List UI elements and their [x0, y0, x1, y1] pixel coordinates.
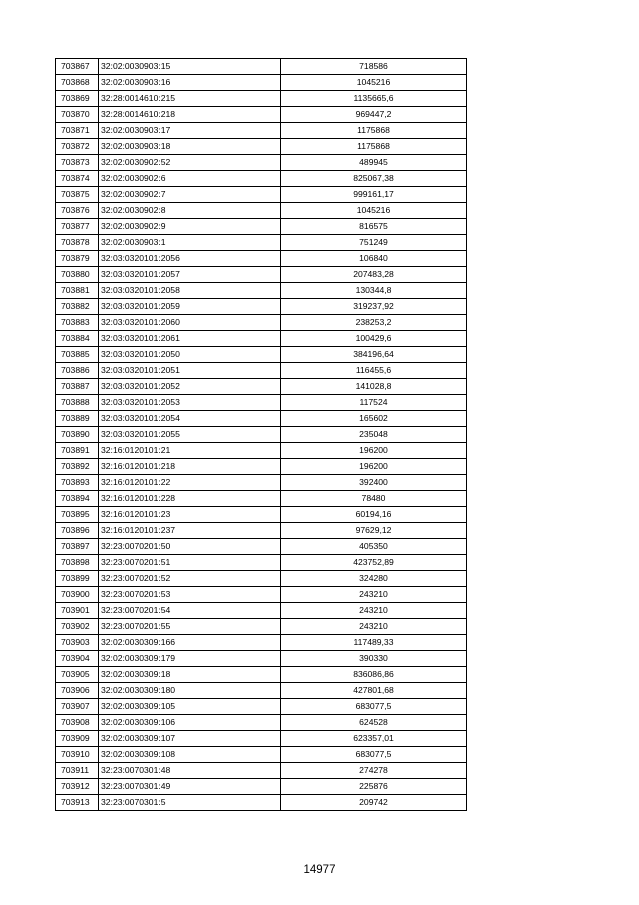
table-row — [56, 619, 467, 635]
value-cell: 751249 — [281, 235, 467, 251]
table-row — [56, 75, 467, 91]
value-cell: 60194,16 — [281, 507, 467, 523]
row-number-cell: 703868 — [56, 75, 99, 91]
value-cell: 78480 — [281, 491, 467, 507]
row-number-cell: 703879 — [56, 251, 99, 267]
cadastral-number-cell: 32:02:0030902:7 — [99, 187, 281, 203]
cadastral-number-cell: 32:03:0320101:2055 — [99, 427, 281, 443]
table-row — [56, 699, 467, 715]
row-number-cell: 703889 — [56, 411, 99, 427]
table-row — [56, 187, 467, 203]
value-cell: 209742 — [281, 795, 467, 811]
row-number-cell: 703875 — [56, 187, 99, 203]
cadastral-number-cell: 32:03:0320101:2050 — [99, 347, 281, 363]
cadastral-number-cell: 32:03:0320101:2052 — [99, 379, 281, 395]
cadastral-number-cell: 32:23:0070201:55 — [99, 619, 281, 635]
row-number-cell: 703871 — [56, 123, 99, 139]
table-row — [56, 219, 467, 235]
row-number-cell: 703872 — [56, 139, 99, 155]
table-row — [56, 123, 467, 139]
value-cell: 225876 — [281, 779, 467, 795]
table-row — [56, 731, 467, 747]
table-row — [56, 331, 467, 347]
value-cell: 130344,8 — [281, 283, 467, 299]
row-number-cell: 703870 — [56, 107, 99, 123]
value-cell: 1045216 — [281, 203, 467, 219]
table-row — [56, 155, 467, 171]
cadastral-number-cell: 32:02:0030902:6 — [99, 171, 281, 187]
value-cell: 836086,86 — [281, 667, 467, 683]
row-number-cell: 703873 — [56, 155, 99, 171]
row-number-cell: 703896 — [56, 523, 99, 539]
cadastral-number-cell: 32:03:0320101:2059 — [99, 299, 281, 315]
cadastral-number-cell: 32:02:0030903:15 — [99, 59, 281, 75]
table-body — [56, 59, 467, 811]
row-number-cell: 703869 — [56, 91, 99, 107]
value-cell: 243210 — [281, 603, 467, 619]
table-row — [56, 475, 467, 491]
row-number-cell: 703882 — [56, 299, 99, 315]
value-cell: 392400 — [281, 475, 467, 491]
value-cell: 117524 — [281, 395, 467, 411]
value-cell: 238253,2 — [281, 315, 467, 331]
cadastral-number-cell: 32:02:0030309:106 — [99, 715, 281, 731]
row-number-cell: 703906 — [56, 683, 99, 699]
cadastral-number-cell: 32:02:0030903:1 — [99, 235, 281, 251]
row-number-cell: 703893 — [56, 475, 99, 491]
value-cell: 243210 — [281, 587, 467, 603]
cadastral-number-cell: 32:02:0030903:16 — [99, 75, 281, 91]
cadastral-number-cell: 32:02:0030902:9 — [99, 219, 281, 235]
value-cell: 116455,6 — [281, 363, 467, 379]
cadastral-number-cell: 32:23:0070301:5 — [99, 795, 281, 811]
value-cell: 165602 — [281, 411, 467, 427]
cadastral-number-cell: 32:16:0120101:23 — [99, 507, 281, 523]
table-row — [56, 411, 467, 427]
row-number-cell: 703892 — [56, 459, 99, 475]
value-cell: 718586 — [281, 59, 467, 75]
cadastral-number-cell: 32:02:0030309:107 — [99, 731, 281, 747]
cadastral-number-cell: 32:23:0070301:48 — [99, 763, 281, 779]
table-row — [56, 795, 467, 811]
cadastral-number-cell: 32:03:0320101:2056 — [99, 251, 281, 267]
value-cell: 235048 — [281, 427, 467, 443]
value-cell: 1175868 — [281, 123, 467, 139]
row-number-cell: 703909 — [56, 731, 99, 747]
table-row — [56, 683, 467, 699]
row-number-cell: 703904 — [56, 651, 99, 667]
cadastral-number-cell: 32:23:0070301:49 — [99, 779, 281, 795]
cadastral-number-cell: 32:03:0320101:2054 — [99, 411, 281, 427]
table-row — [56, 203, 467, 219]
table-row — [56, 459, 467, 475]
value-cell: 141028,8 — [281, 379, 467, 395]
row-number-cell: 703903 — [56, 635, 99, 651]
row-number-cell: 703894 — [56, 491, 99, 507]
value-cell: 683077,5 — [281, 747, 467, 763]
cadastral-number-cell: 32:16:0120101:22 — [99, 475, 281, 491]
cadastral-number-cell: 32:02:0030309:108 — [99, 747, 281, 763]
row-number-cell: 703883 — [56, 315, 99, 331]
value-cell: 816575 — [281, 219, 467, 235]
value-cell: 106840 — [281, 251, 467, 267]
cadastral-number-cell: 32:16:0120101:21 — [99, 443, 281, 459]
table-row — [56, 635, 467, 651]
table-row — [56, 763, 467, 779]
table-row — [56, 91, 467, 107]
row-number-cell: 703895 — [56, 507, 99, 523]
row-number-cell: 703881 — [56, 283, 99, 299]
cadastral-number-cell: 32:28:0014610:218 — [99, 107, 281, 123]
cadastral-number-cell: 32:23:0070201:51 — [99, 555, 281, 571]
table-row — [56, 507, 467, 523]
row-number-cell: 703878 — [56, 235, 99, 251]
row-number-cell: 703913 — [56, 795, 99, 811]
cadastral-number-cell: 32:02:0030309:105 — [99, 699, 281, 715]
cadastral-number-cell: 32:16:0120101:218 — [99, 459, 281, 475]
value-cell: 117489,33 — [281, 635, 467, 651]
value-cell: 196200 — [281, 443, 467, 459]
table-row — [56, 395, 467, 411]
cadastral-number-cell: 32:02:0030309:166 — [99, 635, 281, 651]
value-cell: 384196,64 — [281, 347, 467, 363]
value-cell: 207483,28 — [281, 267, 467, 283]
row-number-cell: 703898 — [56, 555, 99, 571]
row-number-cell: 703867 — [56, 59, 99, 75]
table-row — [56, 347, 467, 363]
value-cell: 1045216 — [281, 75, 467, 91]
value-cell: 243210 — [281, 619, 467, 635]
cadastral-number-cell: 32:03:0320101:2051 — [99, 363, 281, 379]
table-row — [56, 715, 467, 731]
cadastral-number-cell: 32:23:0070201:52 — [99, 571, 281, 587]
cadastral-number-cell: 32:23:0070201:53 — [99, 587, 281, 603]
row-number-cell: 703876 — [56, 203, 99, 219]
cadastral-number-cell: 32:28:0014610:215 — [99, 91, 281, 107]
table-row — [56, 267, 467, 283]
cadastral-number-cell: 32:02:0030903:18 — [99, 139, 281, 155]
cadastral-number-cell: 32:02:0030902:8 — [99, 203, 281, 219]
row-number-cell: 703905 — [56, 667, 99, 683]
table-row — [56, 779, 467, 795]
table-row — [56, 107, 467, 123]
table-row — [56, 139, 467, 155]
table-row — [56, 443, 467, 459]
value-cell: 196200 — [281, 459, 467, 475]
value-cell: 100429,6 — [281, 331, 467, 347]
cadastral-number-cell: 32:03:0320101:2058 — [99, 283, 281, 299]
value-cell: 405350 — [281, 539, 467, 555]
cadastral-number-cell: 32:16:0120101:228 — [99, 491, 281, 507]
cadastral-number-cell: 32:02:0030309:180 — [99, 683, 281, 699]
value-cell: 624528 — [281, 715, 467, 731]
page-number: 14977 — [303, 864, 336, 876]
value-cell: 489945 — [281, 155, 467, 171]
row-number-cell: 703907 — [56, 699, 99, 715]
row-number-cell: 703900 — [56, 587, 99, 603]
table-row — [56, 571, 467, 587]
table-row — [56, 747, 467, 763]
table-row — [56, 539, 467, 555]
value-cell: 969447,2 — [281, 107, 467, 123]
row-number-cell: 703899 — [56, 571, 99, 587]
table-row — [56, 379, 467, 395]
row-number-cell: 703908 — [56, 715, 99, 731]
table-row — [56, 651, 467, 667]
cadastral-number-cell: 32:02:0030903:17 — [99, 123, 281, 139]
row-number-cell: 703902 — [56, 619, 99, 635]
row-number-cell: 703912 — [56, 779, 99, 795]
row-number-cell: 703888 — [56, 395, 99, 411]
row-number-cell: 703911 — [56, 763, 99, 779]
value-cell: 999161,17 — [281, 187, 467, 203]
value-cell: 1135665,6 — [281, 91, 467, 107]
row-number-cell: 703891 — [56, 443, 99, 459]
row-number-cell: 703877 — [56, 219, 99, 235]
cadastral-number-cell: 32:02:0030309:179 — [99, 651, 281, 667]
value-cell: 423752,89 — [281, 555, 467, 571]
table-row — [56, 555, 467, 571]
value-cell: 427801,68 — [281, 683, 467, 699]
table-row — [56, 251, 467, 267]
value-cell: 825067,38 — [281, 171, 467, 187]
table-row — [56, 523, 467, 539]
table-row — [56, 667, 467, 683]
table-row — [56, 427, 467, 443]
table-row — [56, 587, 467, 603]
cadastral-number-cell: 32:03:0320101:2053 — [99, 395, 281, 411]
cadastral-number-cell: 32:02:0030309:18 — [99, 667, 281, 683]
table-row — [56, 59, 467, 75]
value-cell: 623357,01 — [281, 731, 467, 747]
row-number-cell: 703887 — [56, 379, 99, 395]
row-number-cell: 703901 — [56, 603, 99, 619]
value-cell: 683077,5 — [281, 699, 467, 715]
table-row — [56, 603, 467, 619]
table-row — [56, 491, 467, 507]
cadastral-number-cell: 32:16:0120101:237 — [99, 523, 281, 539]
row-number-cell: 703880 — [56, 267, 99, 283]
value-cell: 390330 — [281, 651, 467, 667]
cadastral-number-cell: 32:03:0320101:2061 — [99, 331, 281, 347]
value-cell: 97629,12 — [281, 523, 467, 539]
table-row — [56, 235, 467, 251]
table-row — [56, 171, 467, 187]
cadastral-number-cell: 32:03:0320101:2057 — [99, 267, 281, 283]
cadastral-number-cell: 32:02:0030902:52 — [99, 155, 281, 171]
value-cell: 1175868 — [281, 139, 467, 155]
row-number-cell: 703874 — [56, 171, 99, 187]
row-number-cell: 703897 — [56, 539, 99, 555]
table-row — [56, 299, 467, 315]
value-cell: 274278 — [281, 763, 467, 779]
row-number-cell: 703890 — [56, 427, 99, 443]
cadastral-number-cell: 32:23:0070201:50 — [99, 539, 281, 555]
value-cell: 319237,92 — [281, 299, 467, 315]
row-number-cell: 703886 — [56, 363, 99, 379]
table-row — [56, 315, 467, 331]
row-number-cell: 703910 — [56, 747, 99, 763]
cadastral-number-cell: 32:03:0320101:2060 — [99, 315, 281, 331]
row-number-cell: 703884 — [56, 331, 99, 347]
table-row — [56, 283, 467, 299]
table-row — [56, 363, 467, 379]
value-cell: 324280 — [281, 571, 467, 587]
cadastral-number-cell: 32:23:0070201:54 — [99, 603, 281, 619]
row-number-cell: 703885 — [56, 347, 99, 363]
cadastral-value-table — [55, 58, 467, 811]
